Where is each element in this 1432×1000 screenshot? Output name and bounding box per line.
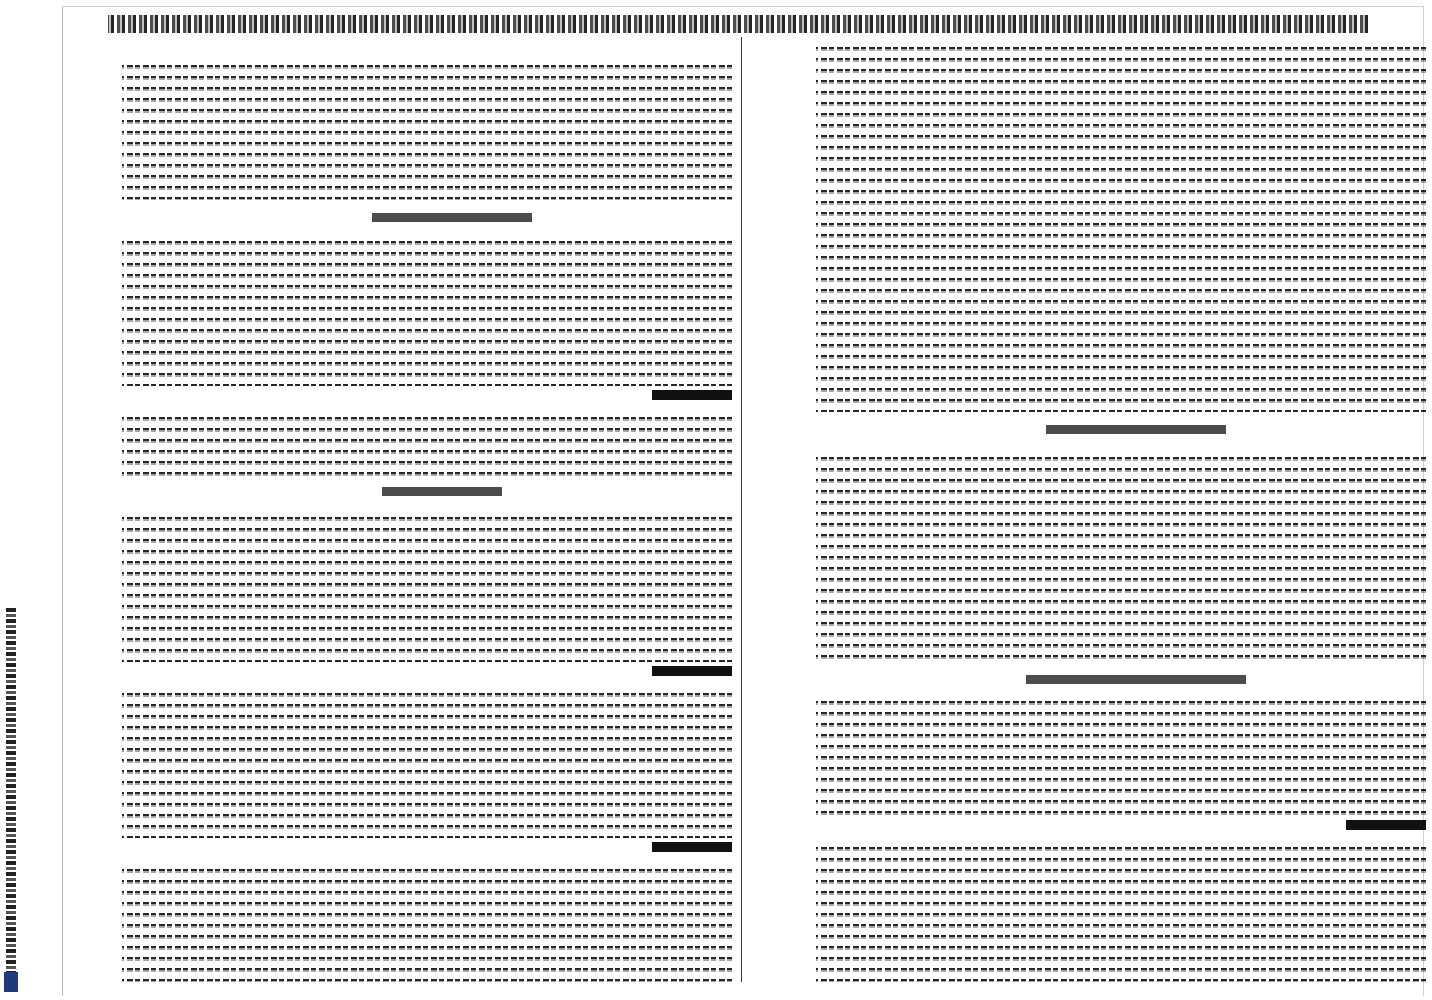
text-block (816, 42, 1426, 412)
running-header (108, 11, 1368, 37)
dfg-logo (4, 972, 18, 992)
speaker-name (1346, 820, 1426, 830)
text-block (122, 512, 732, 662)
text-block (122, 60, 732, 200)
speaker-name (652, 666, 732, 676)
left-column (816, 42, 1426, 982)
text-block (816, 452, 1426, 662)
text-block (122, 864, 732, 982)
speaker-name (652, 390, 732, 400)
digitization-notice-text (6, 606, 16, 986)
digitization-notice (0, 0, 24, 1000)
text-block (122, 412, 732, 476)
scanned-content (70, 0, 1432, 1000)
text-block (122, 688, 732, 838)
section-heading (1026, 675, 1246, 684)
section-heading (382, 487, 502, 496)
text-block (122, 236, 732, 386)
text-block (816, 696, 1426, 816)
text-block (816, 842, 1426, 982)
right-column (122, 42, 732, 982)
section-heading (1046, 425, 1226, 434)
running-header-text (108, 15, 1368, 33)
column-divider (741, 37, 742, 982)
speaker-name (652, 842, 732, 852)
section-heading (372, 213, 532, 222)
